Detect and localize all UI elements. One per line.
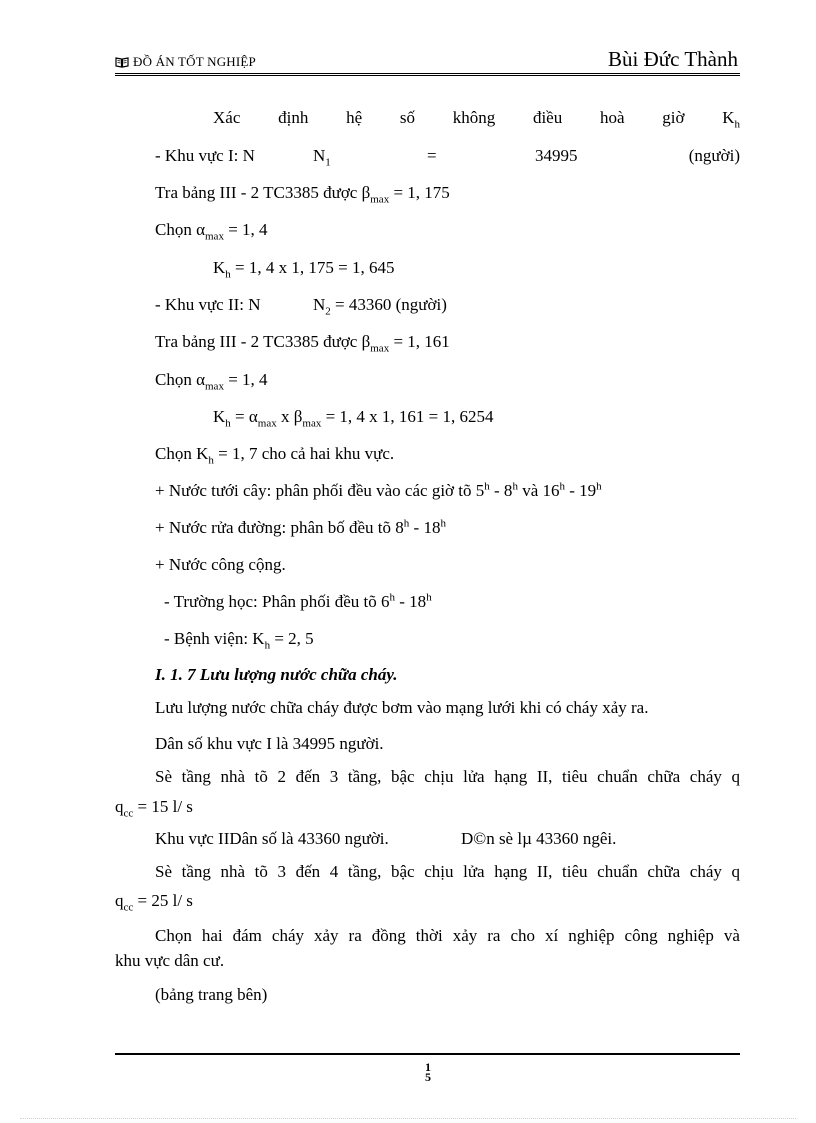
line-floors-1: Sè tầng nhà tõ 2 đến 3 tầng, bậc chịu lửa hạng II, tiêu chuẩn chữa cháy q: [155, 767, 740, 786]
open-book-icon: [115, 57, 129, 68]
header-title: ĐỒ ÁN TỐT NGHIỆP: [133, 54, 256, 69]
line-population-2: Khu vực IIDân số là 43360 người. D©n sè lµ 43360 ngêi.: [155, 829, 617, 848]
line-kh-heading: Xác định hệ số không điều hoà giờ $K_h$: [213, 108, 740, 131]
line-public-water: + Nước công cộng.: [155, 555, 286, 574]
line-hospital: - Bệnh viện: $K_h = 2$, 5: [164, 629, 314, 652]
line-table-lookup-2: Tra bảng III - 2 TC3385 được $\beta_{max} = 1$, 161: [155, 332, 450, 355]
line-kh-calc-2: $K_h = \alpha_{max}$ x $\beta_{max} = 1$, 4 x 1, 161 = 1, 6254: [213, 407, 494, 430]
header-rule: [115, 73, 740, 76]
line-residential: khu vực dân cư.: [115, 951, 225, 970]
line-area-1: - Khu vực I: N $N_1$ = 34995 (người): [155, 146, 740, 169]
line-road-water: + Nước rửa đường: phân bố đều tõ 8$^h$ - 18$^h$: [155, 517, 446, 537]
line-two-fires: Chọn hai đám cháy xảy ra đồng thời xảy ra cho xí nghiệp công nghiệp và: [155, 926, 740, 945]
line-population-1: Dân số khu vực I là 34995 người.: [155, 734, 384, 753]
page-header: [115, 44, 740, 74]
line-school: - Trường học: Phân phối đều tõ 6$^h$ - 18$^h$: [164, 591, 432, 611]
line-tree-water: + Nước tưới cây: phân phối đều vào các giờ tõ 5$^h$ - 8$^h$ và 16$^h$ - 19$^h$: [155, 480, 602, 500]
line-kh-calc-1: $K_h = 1$, 4 x 1, 175 = 1, 645: [213, 258, 395, 281]
line-floors-2: Sè tầng nhà tõ 3 đến 4 tầng, bậc chịu lửa hạng II, tiêu chuẩn chữa cháy q: [155, 862, 740, 881]
line-qcc-1: $q_{cc} = 15$ l/ s: [115, 797, 193, 820]
line-qcc-2: $q_{cc} = 25$ l/ s: [115, 891, 193, 914]
line-fire-flow-intro: Lưu lượng nước chữa cháy được bơm vào mạng lưới khi có cháy xảy ra.: [155, 698, 649, 717]
header-left: [115, 54, 256, 70]
footer-rule: [115, 1053, 740, 1055]
line-table-note: (bảng trang bên): [155, 985, 268, 1004]
section-heading: I. 1. 7 Lưu lượng nước chữa cháy.: [155, 665, 398, 684]
line-alpha-1: Chọn $\alpha_{max} = 1$, 4: [155, 220, 268, 243]
line-choose-kh: Chọn $K_h = 1$, 7 cho cả hai khu vực.: [155, 444, 395, 467]
line-alpha-2: Chọn $\alpha_{max} = 1$, 4: [155, 370, 268, 393]
page-number: 1 5: [425, 1060, 431, 1084]
line-area-2: - Khu vực II: N $N_2 = 43360$ (người): [155, 295, 447, 318]
header-author: Bùi Đức Thành: [608, 47, 738, 71]
line-table-lookup-1: Tra bảng III - 2 TC3385 được $\beta_{max} = 1$, 175: [155, 183, 450, 206]
page-bottom-border: [20, 1118, 796, 1119]
